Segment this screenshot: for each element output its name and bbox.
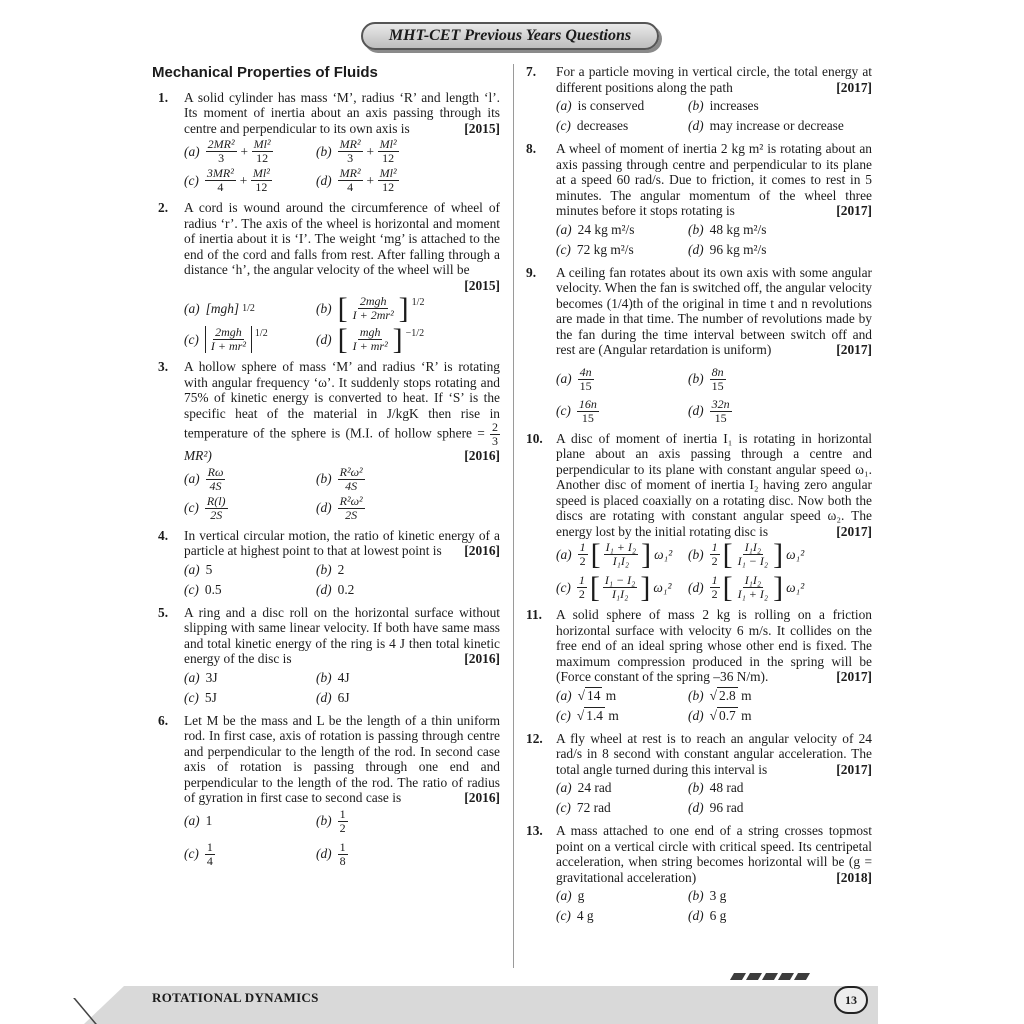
question-number: 4. [158, 527, 169, 543]
option-letter: ( b ) [688, 688, 704, 704]
question-number: 8. [526, 141, 537, 156]
question-7 [522, 64, 872, 135]
denominator: 8 [339, 853, 346, 868]
header-title: MHT-CET Previous Years Questions [388, 27, 632, 44]
exponent: −1/2 [405, 328, 425, 339]
question-text: A hollow sphere of mass ‘M’ and radius ‘R’ is rotating with angular frequency ‘ω’. It suddenly stops rotating and 75% of kinetic energy is converted to heat. If ‘S’ is the specific heat of the material in J/kgK then rise in temperature of the sphere is (M.I. of hollow sphere = [184, 359, 500, 441]
numerator: 4n [579, 364, 592, 379]
option-b[interactable] [316, 669, 500, 687]
option-a[interactable] [184, 138, 316, 165]
option-c[interactable] [556, 799, 688, 817]
expression: [mgh] [205, 300, 240, 316]
omega-term: ω₁² [786, 546, 805, 562]
question-number: 13. [526, 823, 543, 838]
option-letter: ( a ) [184, 562, 200, 578]
option-a[interactable] [556, 687, 688, 705]
option-a[interactable] [556, 887, 688, 905]
denominator: 2 [711, 587, 718, 601]
exponent: 1/2 [242, 302, 255, 314]
option-c[interactable] [184, 495, 316, 522]
question-8 [522, 141, 872, 259]
column-divider [513, 64, 514, 968]
numerator: I₁I₂ [744, 573, 762, 587]
radicand: 14 [587, 688, 601, 704]
options [556, 366, 872, 425]
section-title: Mechanical Properties of Fluids [152, 64, 378, 81]
option-text: 48 rad [709, 780, 744, 796]
option-text: 48 kg m²/s [709, 221, 767, 237]
sqrt-icon: √ [709, 687, 717, 703]
denominator: 15 [714, 410, 727, 425]
question-text: A disc of moment of inertia I₁ is rotating in horizontal plane about an axis passing through a centre and perpendicular to its plane with constant angular speed ω₁. Another disc of moment of inertia I₂ having zero angular speed is placed coaxially on a rotating disc. Now both the discs are rotating with constant angular speed ω₂. The energy lost by the initial rotating disc is [556, 430, 872, 539]
option-letter: ( d ) [316, 690, 332, 706]
option-letter: ( c ) [556, 242, 571, 258]
option-c[interactable] [184, 167, 316, 194]
option-letter: ( b ) [688, 222, 704, 238]
option-text: 3 g [709, 888, 727, 904]
numerator: 1 [578, 573, 585, 587]
numerator: 2mgh [359, 294, 387, 308]
question-12 [522, 731, 872, 818]
option-text: 3J [205, 669, 218, 685]
option-c[interactable] [556, 117, 688, 135]
numerator: 32n [711, 396, 730, 411]
option-letter: ( d ) [688, 708, 704, 724]
year-tag: [2016] [464, 790, 500, 805]
option-letter: ( b ) [316, 562, 332, 578]
exponent: 1/2 [411, 297, 425, 308]
option-d[interactable]: ( d ) $\frac{1}{2}$ [ $\frac{\text{I₁I₂}}{\text{I₁ + I₂}}$ ] ω₁² [688, 574, 872, 601]
question-text: A cord is wound around the circumference of wheel of radius ‘r’. The axis of the wheel is horizontal and moment of inertia about it is ‘I’. The weight ‘mg’ is attached to the end of the cord and falls from rest. After falling through a distance ‘h’, the angular velocity of the wheel will be [184, 200, 500, 277]
option-a[interactable] [184, 295, 316, 322]
option-c[interactable] [556, 241, 688, 259]
option-text: 72 kg m²/s [576, 241, 634, 257]
option-letter: ( b ) [316, 471, 332, 487]
option-letter: ( c ) [556, 403, 571, 419]
question-13 [522, 823, 872, 925]
numerator: R(l) [206, 493, 226, 508]
option-a[interactable] [184, 669, 316, 687]
question-6 [150, 713, 500, 868]
option-d[interactable] [688, 117, 872, 135]
denominator: 2S [345, 507, 358, 522]
option-text: 4 g [576, 908, 594, 924]
denominator: 15 [581, 410, 594, 425]
expression: $\frac{\text{MR²}}{4}$ + $\frac{\text{Ml²}}{12}$ [339, 166, 397, 194]
question-number: 10. [526, 430, 543, 446]
question-1 [150, 90, 500, 195]
numerator: I₁ + I₂ [605, 540, 637, 554]
option-c[interactable]: ( c ) $\frac{1}{2}$ [ $\frac{\text{I₁ − I₂}}{\text{I₁I₂}}$ ] ω₁² [556, 574, 688, 601]
options [556, 687, 872, 725]
option-c[interactable] [556, 907, 688, 925]
omega-term: ω₁² [654, 546, 673, 562]
fraction [490, 421, 500, 448]
numerator: 8n [711, 364, 724, 379]
option-letter: ( a ) [184, 813, 200, 829]
option-b[interactable] [316, 561, 500, 579]
option-letter: ( c ) [184, 173, 199, 189]
option-letter: ( c ) [184, 582, 199, 598]
option-letter: ( d ) [688, 580, 704, 596]
denominator: I + mr² [352, 339, 388, 353]
numerator: 2 [491, 420, 498, 434]
expression: $\frac{\text{MR²}}{3}$ + $\frac{\text{Ml²}}{12}$ [339, 137, 397, 165]
option-letter: ( c ) [184, 690, 199, 706]
numerator: Rω [207, 464, 224, 479]
question-number: 1. [158, 89, 169, 105]
option-letter: ( c ) [184, 332, 199, 348]
decorative-stripe [730, 973, 746, 980]
denominator: I + mr² [210, 339, 246, 353]
options [184, 808, 500, 868]
option-a[interactable] [556, 779, 688, 797]
denominator: I₁ + I₂ [737, 587, 769, 601]
year-tag: [2016] [464, 543, 500, 558]
page-header-banner [361, 22, 659, 50]
option-letter: ( c ) [556, 118, 571, 134]
question-number: 5. [158, 604, 169, 620]
option-text: 5J [204, 689, 217, 705]
option-b[interactable] [688, 887, 872, 905]
option-d[interactable] [688, 398, 872, 425]
options [184, 138, 500, 194]
option-b[interactable] [688, 779, 872, 797]
denominator: 3 [491, 434, 498, 448]
question-number: 7. [526, 64, 537, 79]
question-text: A wheel of moment of inertia 2 kg m² is rotating about an axis passing through centre and perpendicular to its plane at a speed 60 rad/s. Due to friction, it comes to rest in 5 minutes. The angular momentum of the wheel three minutes before it stops rotating is [556, 141, 872, 218]
option-c[interactable] [556, 398, 688, 425]
option-letter: ( a ) [556, 780, 572, 796]
numerator: 1 [339, 839, 346, 854]
question-2 [150, 200, 500, 356]
option-letter: ( b ) [688, 780, 704, 796]
year-tag: [2015] [464, 120, 500, 136]
option-text: g [577, 888, 585, 904]
option-text: 0.5 [204, 581, 222, 597]
option-letter: ( c ) [556, 908, 571, 924]
option-letter: ( a ) [184, 144, 200, 160]
option-letter: ( b ) [688, 371, 704, 387]
option-text: 5 [205, 561, 213, 577]
option-text: 4J [337, 669, 350, 685]
option-d[interactable] [688, 907, 872, 925]
option-text: 6 g [709, 908, 727, 924]
question-4 [150, 528, 500, 599]
question-text: Let M be the mass and L be the length of a thin uniform rod. In first case, axis of rotation is passing through centre and perpendicular to the length of the rod. In second case axis of rotation is passing through one end and perpendicular to the length of the rod. The ratio of radius of gyration in first case to second case is [184, 712, 500, 805]
denominator: 2 [339, 820, 346, 835]
option-letter: ( b ) [688, 98, 704, 114]
numerator: 1 [579, 540, 586, 554]
option-text: 96 kg m²/s [709, 241, 767, 257]
options [556, 887, 872, 925]
option-letter: ( c ) [184, 846, 199, 862]
option-letter: ( c ) [556, 800, 571, 816]
option-text: 24 kg m²/s [577, 221, 635, 237]
numerator: I₁ − I₂ [604, 573, 636, 587]
option-letter: ( a ) [184, 301, 200, 317]
unit: m [608, 707, 619, 723]
question-5 [150, 605, 500, 707]
option-letter: ( b ) [688, 547, 704, 563]
year-tag: [2017] [836, 203, 872, 218]
option-letter: ( b ) [316, 144, 332, 160]
options [184, 291, 500, 356]
year-tag: [2017] [836, 523, 872, 539]
option-b[interactable] [316, 466, 500, 493]
option-b[interactable] [316, 808, 500, 835]
sqrt-icon: √ [576, 707, 585, 723]
denominator: 4S [209, 478, 222, 493]
decorative-stripe [746, 973, 762, 980]
option-d[interactable] [316, 495, 500, 522]
decorative-stripe [778, 973, 794, 980]
question-text: A mass attached to one end of a string crosses topmost point on a vertical circle with critical speed. Its centripetal acceleration, when string becomes horizontal will be (g = gravitational acceleration) [556, 823, 872, 885]
question-number: 9. [526, 264, 537, 280]
option-letter: ( d ) [316, 582, 332, 598]
option-letter: ( b ) [688, 888, 704, 904]
option-text: 96 rad [709, 800, 744, 816]
option-text: increases [709, 98, 759, 114]
option-letter: ( d ) [688, 242, 704, 258]
numerator: R²ω² [339, 464, 363, 479]
options [184, 561, 500, 599]
question-text: A solid sphere of mass 2 kg is rolling on a friction horizontal surface with velocity 6 m/s. It collides on the free end of an ideal spring whose other end is fixed. The maximum compression produced in the spring will be (Force constant of the spring –36 N/m). [556, 607, 872, 684]
denominator: 2 [711, 554, 718, 568]
option-letter: ( d ) [688, 800, 704, 816]
omega-term: ω₁² [653, 579, 672, 595]
question-number: 6. [158, 712, 169, 728]
question-text: For a particle moving in vertical circle, the total energy at different positions along the path [556, 64, 872, 95]
numerator: mgh [359, 325, 381, 339]
denominator: 2 [578, 587, 585, 601]
chapter-title: ROTATIONAL DYNAMICS [152, 990, 319, 1005]
numerator: I₁I₂ [744, 540, 762, 554]
option-letter: ( d ) [316, 846, 332, 862]
year-tag: [2017] [836, 79, 872, 95]
option-text: 24 rad [577, 780, 612, 796]
question-number: 2. [158, 200, 169, 215]
question-10 [522, 431, 872, 602]
question-11 [522, 607, 872, 725]
page-number: 13 [834, 986, 868, 1014]
option-b[interactable] [688, 97, 872, 115]
options [556, 537, 872, 604]
question-number: 11. [526, 607, 542, 622]
question-text: In vertical circular motion, the ratio of kinetic energy of a particle at highest point to that at lowest point is [184, 527, 500, 558]
omega-term: ω₁² [786, 579, 805, 595]
option-letter: ( b ) [316, 670, 332, 686]
option-b[interactable] [688, 366, 872, 393]
options [556, 779, 872, 817]
year-tag: [2016] [464, 448, 500, 463]
denominator: I₁I₂ [612, 554, 630, 568]
option-letter: ( b ) [316, 813, 332, 829]
option-d[interactable] [316, 167, 500, 194]
question-text: A solid cylinder has mass ‘M’, radius ‘R’ and length ‘l’. Its moment of inertia about an axis passing through its centre and perpendicular to its own axis is [184, 89, 500, 136]
option-c[interactable] [556, 707, 688, 725]
option-letter: ( a ) [184, 670, 200, 686]
numerator: R²ω² [339, 493, 363, 508]
denominator: 15 [711, 378, 724, 393]
unit: m [605, 687, 617, 703]
year-tag: [2016] [464, 651, 500, 666]
option-d[interactable] [688, 799, 872, 817]
numerator: 1 [339, 806, 346, 821]
option-text: decreases [576, 118, 629, 134]
question-9 [522, 265, 872, 425]
denominator: 4 [206, 853, 213, 868]
option-d[interactable] [688, 241, 872, 259]
option-d[interactable] [316, 841, 500, 868]
option-b[interactable] [688, 687, 872, 705]
option-d[interactable] [688, 707, 872, 725]
option-letter: ( d ) [688, 118, 704, 134]
radicand: 0.7 [719, 708, 736, 724]
option-d[interactable] [316, 689, 500, 707]
option-letter: ( d ) [316, 332, 332, 348]
option-text: 72 rad [576, 800, 611, 816]
option-letter: ( c ) [556, 580, 571, 596]
options [556, 97, 872, 135]
right-column [522, 64, 872, 931]
expression: $\frac{\text{2MR²}}{3}$ + $\frac{\text{Ml²}}{12}$ [207, 137, 271, 165]
option-a[interactable] [556, 366, 688, 393]
option-letter: ( c ) [556, 708, 571, 724]
year-tag: [2017] [836, 761, 872, 777]
option-letter: ( a ) [184, 471, 200, 487]
option-a[interactable]: ( a ) $\frac{1}{2}$ [ $\frac{\text{I₁ + I₂}}{\text{I₁I₂}}$ ] ω₁² [556, 541, 688, 568]
question-text: A ceiling fan rotates about its own axis with some angular velocity. When the fan is switched off, the angular velocity becomes (1/4)th of the original in time t and n revolutions are made in that time. The number of revolutions made by the fan during the time interval between switch off and rest are (Angular retardation is uniform) [556, 264, 872, 357]
numerator: 1 [711, 540, 718, 554]
option-letter: ( d ) [688, 403, 704, 419]
denominator: 2 [579, 554, 586, 568]
expression: $\frac{\text{3MR²}}{4}$ + $\frac{\text{Ml²}}{12}$ [206, 166, 270, 194]
option-letter: ( a ) [556, 222, 572, 238]
year-tag: [2018] [836, 869, 872, 885]
unit: m [741, 707, 752, 723]
year-tag: [2015] [464, 277, 500, 293]
denominator: 4S [345, 478, 358, 493]
options [184, 669, 500, 707]
option-a[interactable] [556, 221, 688, 239]
denominator: 15 [579, 378, 592, 393]
exponent: 1/2 [254, 328, 268, 339]
year-tag: [2017] [836, 669, 872, 684]
numerator: 16n [578, 396, 597, 411]
option-text: is conserved [577, 98, 645, 114]
option-a[interactable] [184, 808, 316, 835]
question-3 [150, 359, 500, 522]
sqrt-icon: √ [709, 707, 717, 723]
question-number: 3. [158, 359, 169, 374]
denominator: I₁I₂ [611, 587, 629, 601]
option-text: 0.2 [337, 581, 355, 597]
option-b[interactable] [688, 221, 872, 239]
option-letter: ( d ) [688, 908, 704, 924]
option-c[interactable] [184, 581, 316, 599]
option-letter: ( a ) [556, 98, 572, 114]
decorative-stripe [762, 973, 778, 980]
options [184, 466, 500, 522]
numerator: 2mgh [215, 325, 242, 339]
decorative-stripe [794, 973, 810, 980]
radicand: 1.4 [586, 708, 603, 724]
question-text: A fly wheel at rest is to reach an angular velocity of 24 rad/s in 8 second with constant angular acceleration. The total angle turned during this interval is [556, 730, 872, 777]
option-b[interactable]: ( b ) $\frac{1}{2}$ [ $\frac{\text{I₁I₂}}{\text{I₁ − I₂}}$ ] ω₁² [688, 541, 872, 568]
question-text-tail: MR²) [184, 448, 212, 463]
option-text: 1 [205, 813, 213, 829]
option-b[interactable] [316, 138, 500, 165]
option-a[interactable] [556, 97, 688, 115]
option-d[interactable]: ( d ) [ $\frac{\text{mgh}}{\text{I + mr²}}$ ] $^{-1/2}$ [316, 326, 500, 353]
option-letter: ( a ) [556, 371, 572, 387]
option-a[interactable] [184, 561, 316, 579]
option-a[interactable] [184, 466, 316, 493]
denominator: I + 2mr² [352, 308, 394, 322]
option-letter: ( a ) [556, 688, 572, 704]
denominator: 2S [210, 507, 223, 522]
numerator: 1 [206, 839, 213, 854]
question-number: 12. [526, 730, 543, 746]
option-letter: ( c ) [184, 500, 199, 516]
option-letter: ( a ) [556, 888, 572, 904]
unit: m [741, 687, 752, 703]
option-letter: ( a ) [556, 547, 572, 563]
option-c[interactable] [184, 841, 316, 868]
denominator: I₁ − I₂ [737, 554, 769, 568]
option-text: may increase or decrease [709, 118, 844, 134]
option-text: 6J [337, 689, 350, 705]
numerator: 1 [711, 573, 718, 587]
option-letter: ( d ) [316, 173, 332, 189]
option-b[interactable]: ( b ) [ $\frac{\text{2mgh}}{\text{I + 2mr²}}$ ] $^{1/2}$ [316, 295, 500, 322]
option-text: 2 [337, 561, 345, 577]
radicand: 2.8 [719, 688, 736, 704]
options [556, 221, 872, 259]
option-letter: ( b ) [316, 301, 332, 317]
option-letter: ( d ) [316, 500, 332, 516]
year-tag: [2017] [836, 342, 872, 357]
option-c[interactable] [184, 326, 316, 353]
option-c[interactable] [184, 689, 316, 707]
left-column [150, 64, 500, 874]
sqrt-icon: √ [577, 687, 585, 703]
option-d[interactable] [316, 581, 500, 599]
question-text: A ring and a disc roll on the horizontal surface without slipping with same linear velocity. If both have same mass and total kinetic energy of the ring is 4 J then total kinetic energy of the disc is [184, 604, 500, 666]
